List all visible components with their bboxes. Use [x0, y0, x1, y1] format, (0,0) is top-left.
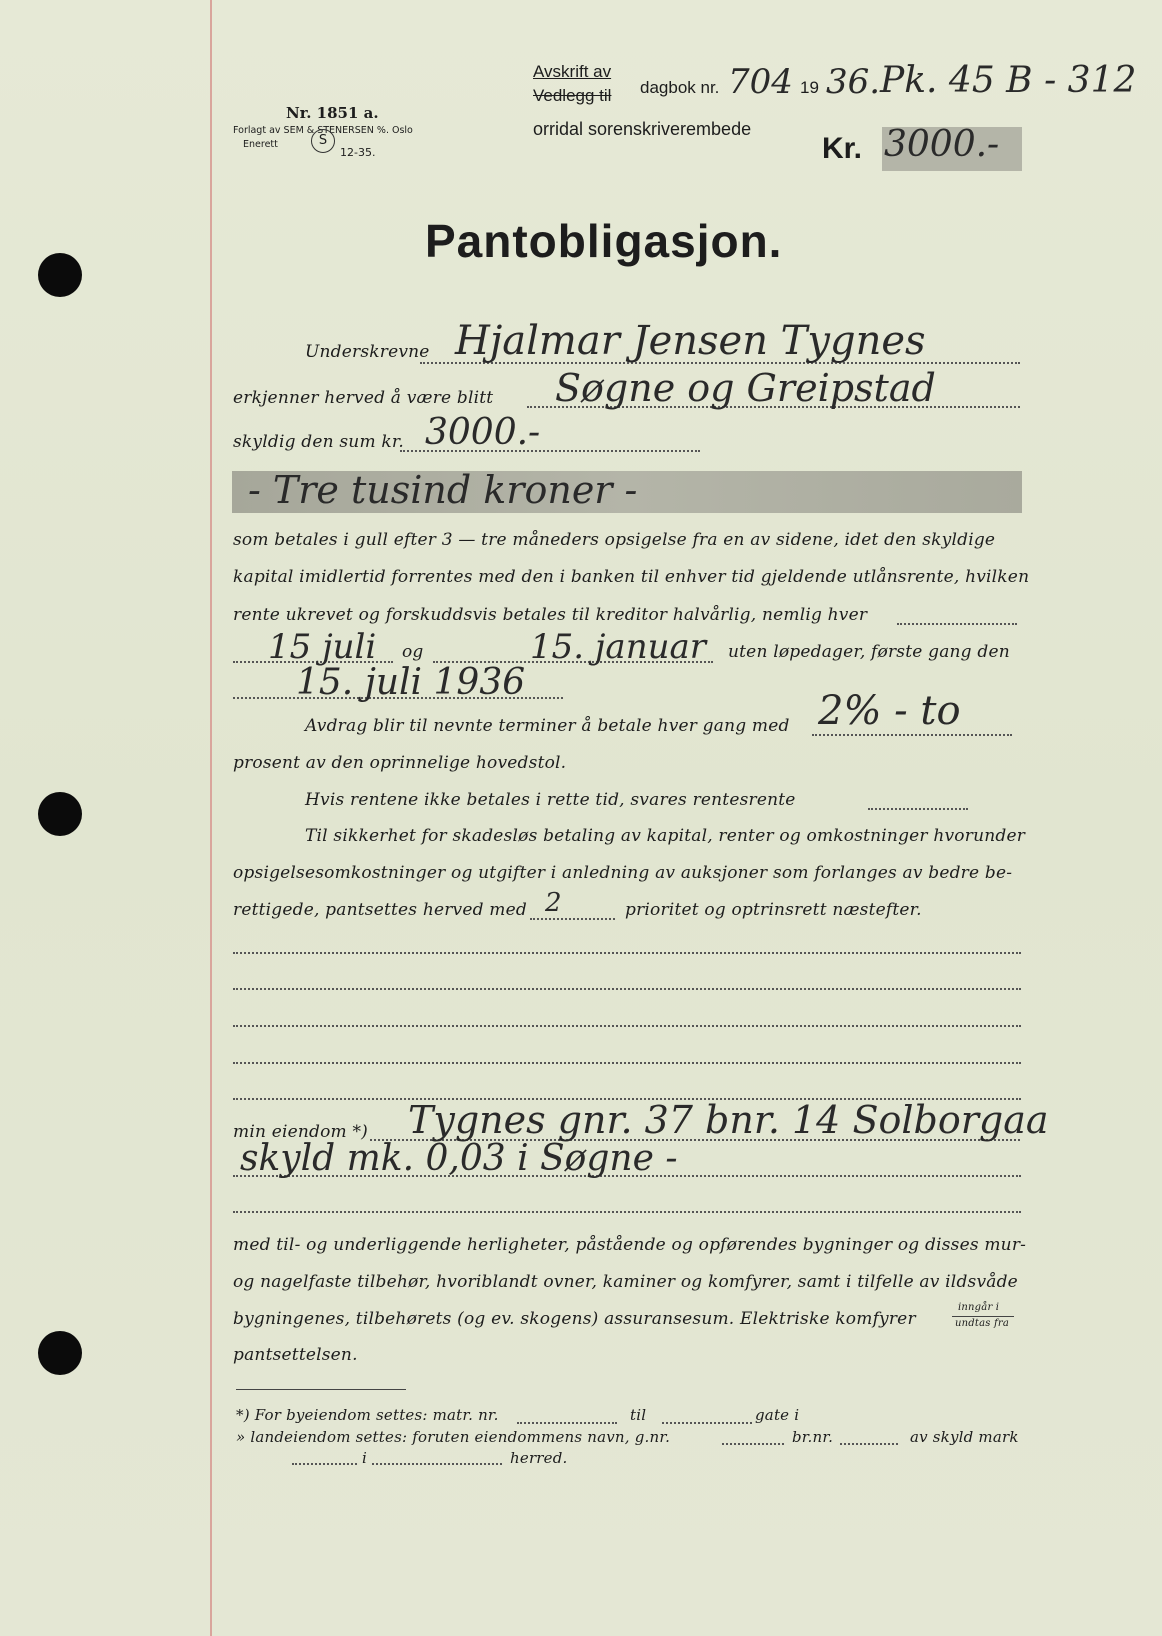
term1-value: 15 juli [268, 627, 377, 667]
til-line-3b: prioritet og optrinsrett næstefter. [625, 900, 922, 920]
dagbok-number: 704 [728, 62, 793, 102]
hvis-line [868, 808, 968, 810]
skyldig-value: 3000.- [425, 412, 541, 453]
form-number: Nr. 1851 a. [286, 104, 379, 122]
body-line-1: som betales i gull efter 3 — tre måneders opsigelse fra en av sidene, idet den skyldige [233, 530, 996, 550]
property-value-2: skyld mk. 0,03 i Søgne - [240, 1138, 678, 1179]
footnote-dots [292, 1463, 357, 1465]
body-line-3: rente ukrevet og forskuddsvis betales til kreditor halvårlig, nemlig hver [233, 605, 868, 625]
footnote-2c: av skyld mark [910, 1428, 1019, 1446]
first-date-value: 15. juli 1936 [296, 662, 526, 703]
footnote-1c: gate i [755, 1406, 800, 1424]
kr-label: Kr. [822, 132, 863, 165]
blank-line [233, 1062, 1021, 1064]
year-value: 36. [826, 62, 881, 102]
margin-rule [210, 0, 212, 1636]
footnote-dots [662, 1422, 752, 1424]
prosent-text: prosent av den oprinnelige hovedstol. [233, 753, 567, 773]
til-line-3a: rettigede, pantsettes herved med [233, 900, 527, 920]
footnote-2a: » landeiendom settes: foruten eiendommens navn, g.nr. [236, 1428, 671, 1446]
footnote-rule [236, 1389, 406, 1390]
uten-label: uten løpedager, første gang den [728, 642, 1010, 662]
blank-line [233, 1025, 1021, 1027]
document-title: Pantobligasjon. [425, 215, 783, 267]
property-line-3 [233, 1211, 1021, 1213]
term2-value: 15. januar [530, 627, 707, 667]
priority-value: 2 [545, 888, 562, 918]
footnote-2b: br.nr. [792, 1428, 834, 1446]
closing-line-2: og nagelfaste tilbehør, hvoriblandt ovner, kaminer og komfyrer, samt i tilfelle av ildsvåde [233, 1272, 1018, 1292]
property-value-1: Tygnes gnr. 37 bnr. 14 Solborgaa [408, 1098, 1049, 1142]
property-label: min eiendom *) [233, 1122, 368, 1142]
office-name: orridal sorenskriverembede [533, 119, 752, 139]
closing-line-1: med til- og underliggende herligheter, påstående og opførendes bygninger og disses mur- [233, 1235, 1027, 1255]
avdrag-value: 2% - to [818, 688, 961, 734]
closing-line-4: pantsettelsen. [233, 1345, 358, 1365]
inngar-label: inngår i [958, 1302, 1000, 1313]
year-prefix: 19 [800, 78, 819, 97]
reference-number: Pk. 45 B - 312 [880, 60, 1137, 101]
footnote-dots [517, 1422, 617, 1424]
footnote-1a: *) For byeiendom settes: matr. nr. [236, 1406, 499, 1424]
og-label: og [402, 642, 424, 662]
underskrevne-label: Underskrevne [305, 342, 430, 362]
publisher: Forlagt av SEM & STENERSEN %. Oslo [233, 125, 413, 136]
erkjenner-label: erkjenner herved å være blitt [233, 388, 494, 408]
footnote-3b: herred. [510, 1449, 568, 1467]
skyldig-label: skyldig den sum kr. [233, 432, 404, 452]
priority-line [530, 918, 615, 920]
footnote-dots [372, 1463, 502, 1465]
closing-line-3: bygningenes, tilbehørets (og ev. skogens) assuransesum. Elektriske komfyrer [233, 1309, 916, 1329]
footnote-1b: til [630, 1406, 647, 1424]
body-line-2: kapital imidlertid forrentes med den i banken til enhver tid gjeldende utlånsrente, hvilken [233, 567, 1030, 587]
undtas-label: undtas fra [955, 1318, 1010, 1329]
blank-line [233, 952, 1021, 954]
avskrift-label: Avskrift av [533, 62, 612, 81]
hvis-text: Hvis rentene ikke betales i rette tid, svares rentesrente [305, 790, 796, 810]
blank-line [233, 988, 1021, 990]
amount-words: - Tre tusind kroner - [248, 468, 638, 512]
rights: Enerett [243, 139, 278, 150]
footnote-3a: i [362, 1449, 367, 1467]
form-date: 12-35. [340, 146, 376, 159]
footnote-dots [840, 1443, 898, 1445]
punch-hole [38, 1331, 82, 1375]
vedlegg-label: Vedlegg til [533, 86, 612, 105]
kr-value: 3000.- [884, 124, 1000, 165]
fraction-bar [952, 1316, 1014, 1317]
erkjenner-value: Søgne og Greipstad [555, 366, 936, 410]
til-line-2: opsigelsesomkostninger og utgifter i anledning av auksjoner som forlanges av bedre be- [233, 863, 1013, 883]
punch-hole [38, 792, 82, 836]
til-line-1: Til sikkerhet for skadesløs betaling av kapital, renter og omkostninger hvorunder [305, 826, 1026, 846]
term-line [897, 623, 1017, 625]
avdrag-line [812, 734, 1012, 736]
footnote-dots [722, 1443, 784, 1445]
publisher-stamp: S [311, 129, 335, 153]
underskrevne-value: Hjalmar Jensen Tygnes [455, 318, 926, 364]
avdrag-label: Avdrag blir til nevnte terminer å betale hver gang med [305, 716, 790, 736]
punch-hole [38, 253, 82, 297]
dagbok-label: dagbok nr. [640, 78, 720, 97]
